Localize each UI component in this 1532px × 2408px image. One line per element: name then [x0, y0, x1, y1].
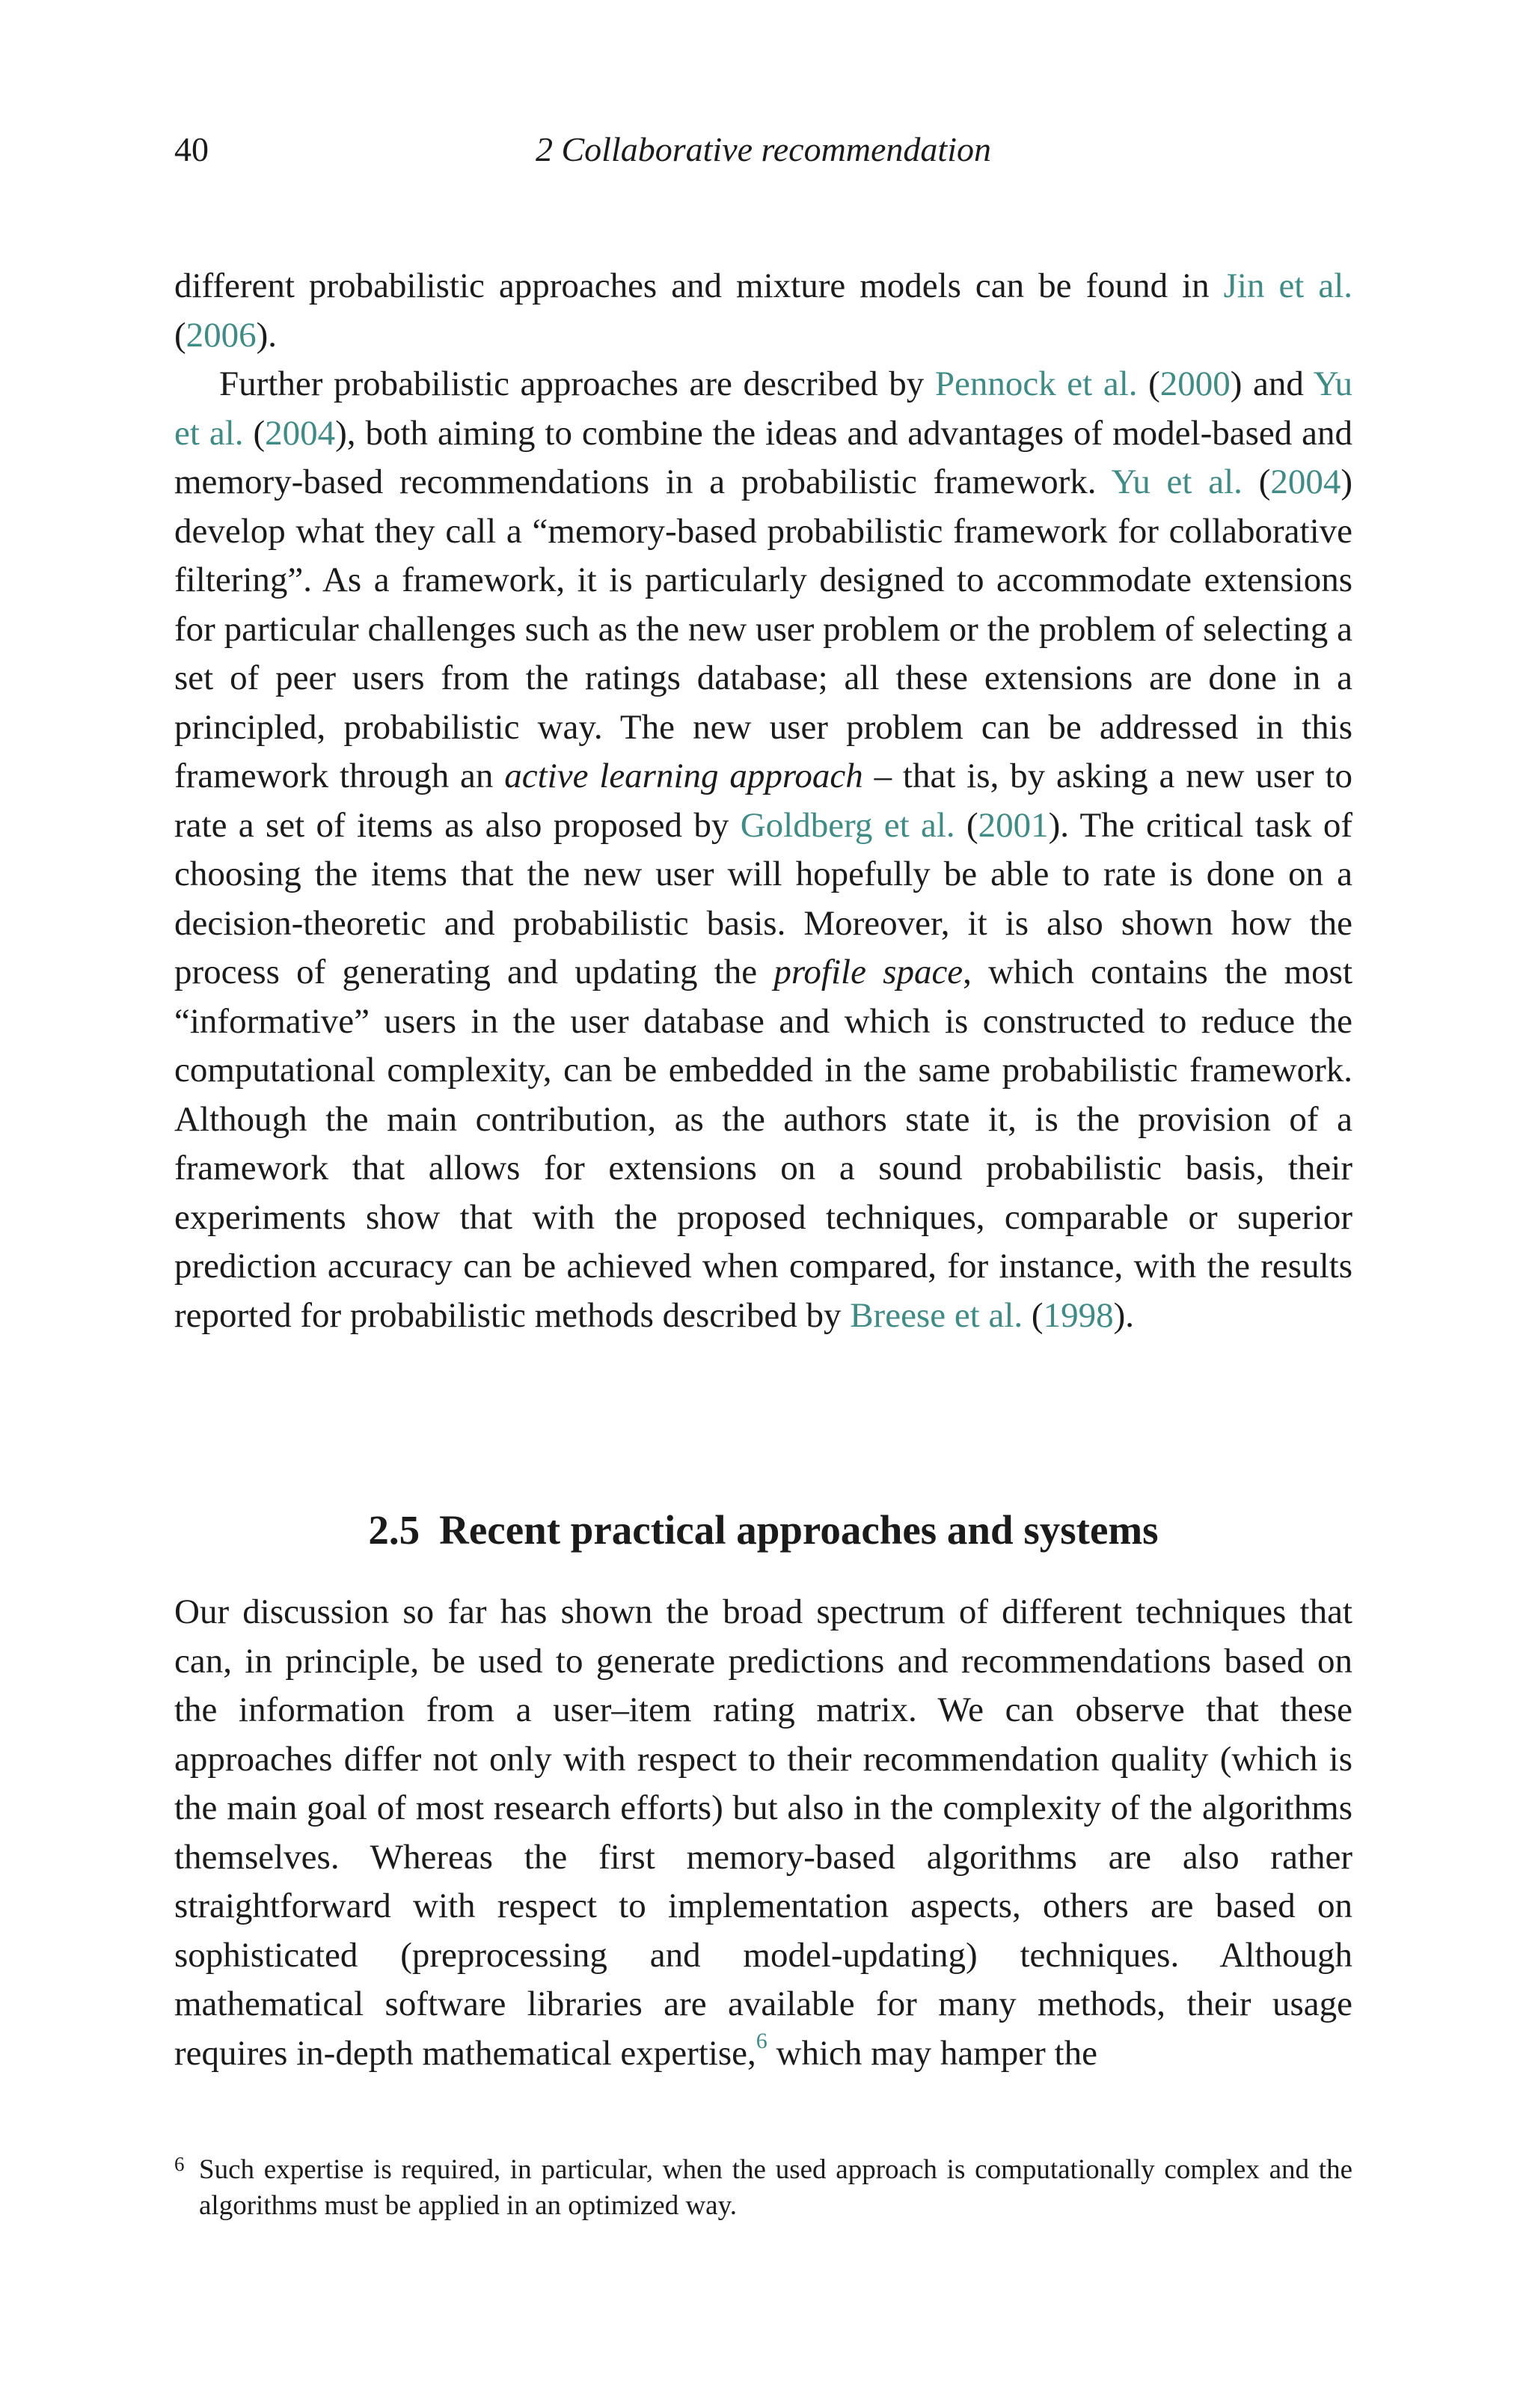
paragraph: Our discussion so far has shown the broad spectrum of different techniques that can, in principle, be used to generate predictions and recommendations based on the information from a user–item rating matrix. We can observe that these approaches differ not only with respect to their recommendation quality (which is the main goal of most research efforts) but also in the complexity of the algorithms themselves. Whereas the first memory-based algorithms are also rather straightforward with respect to implementation aspects, others are based on sophisticated (preprocessing and model-updating) techniques. Although mathematical software libraries are available for many methods, their usage requires in-depth mathematical expertise,$^6$ which may hamper the [174, 1592, 1352, 2073]
citation-link[interactable]: Goldberg et al. [740, 805, 955, 845]
citation-year-link[interactable]: 2000 [1159, 364, 1231, 403]
page-header [174, 127, 1352, 172]
footnote [174, 2152, 1352, 2224]
paragraph: Further probabilistic approaches are described by Pennock et al. (2000) and Yu et al. (2004), both aiming to combine the ideas and advantages of model-based and memory-based recommendations in a probabilistic framework. Yu et al. (2004) develop what they call a “memory-based probabilistic framework for collaborative filtering”. As a framework, it is particularly designed to accommodate extensions for particular challenges such as the new user problem or the problem of selecting a set of peer users from the ratings database; all these extensions are done in a principled, probabilistic way. The new user problem can be addressed in this framework through an active learning approach – that is, by asking a new user to rate a set of items as also proposed by Goldberg et al. (2001). The critical task of choosing the items that the new user will hopefully be able to rate is done on a decision-theoretic and probabilistic basis. Moreover, it is also shown how the process of generating and updating the profile space, which contains the most “informative” users in the user database and which is constructed to reduce the computational complexity, can be embedded in the same probabilistic framework. Although the main contribution, as the authors state it, is the provision of a framework that allows for extensions on a sound probabilistic basis, their experiments show that with the proposed techniques, comparable or superior prediction accuracy can be achieved when compared, for instance, with the results reported for probabilistic methods described by Breese et al. (1998). [174, 364, 1353, 1335]
running-head: 2 Collaborative recommendation [536, 130, 991, 168]
citation-year-link[interactable]: 2004 [1270, 462, 1341, 501]
citation-year-link[interactable]: 2004 [265, 413, 336, 453]
emphasis: active learning approach [504, 757, 863, 795]
page-number: 40 [174, 130, 209, 168]
citation-link[interactable]: Yu et al. [174, 364, 1352, 453]
footnote-number: 6 [174, 2153, 185, 2175]
paragraph: different probabilistic approaches and mixture models can be found in Jin et al. (2006). [174, 266, 1353, 355]
emphasis: profile space [773, 953, 963, 991]
section-number: 2.5 [368, 1507, 420, 1553]
section-heading [174, 1504, 1352, 1556]
citation-link[interactable]: Breese et al. [850, 1295, 1023, 1335]
body-text-lower [174, 1588, 1352, 2078]
citation-link[interactable]: Pennock et al. [934, 364, 1138, 403]
footnote-marker[interactable]: 6 [756, 2028, 767, 2053]
citation-year-link[interactable]: 2001 [978, 805, 1049, 845]
citation-link[interactable]: Jin et al. [1223, 266, 1353, 305]
body-text-upper [174, 262, 1352, 1340]
section-title: Recent practical approaches and systems [439, 1507, 1159, 1553]
footnote-text: Such expertise is required, in particular, when the used approach is computationally complex and the algorithms must be applied in an optimized way. [199, 2154, 1352, 2221]
citation-year-link[interactable]: 2006 [186, 315, 257, 355]
citation-year-link[interactable]: 1998 [1043, 1295, 1114, 1335]
citation-link[interactable]: Yu et al. [1111, 462, 1243, 501]
